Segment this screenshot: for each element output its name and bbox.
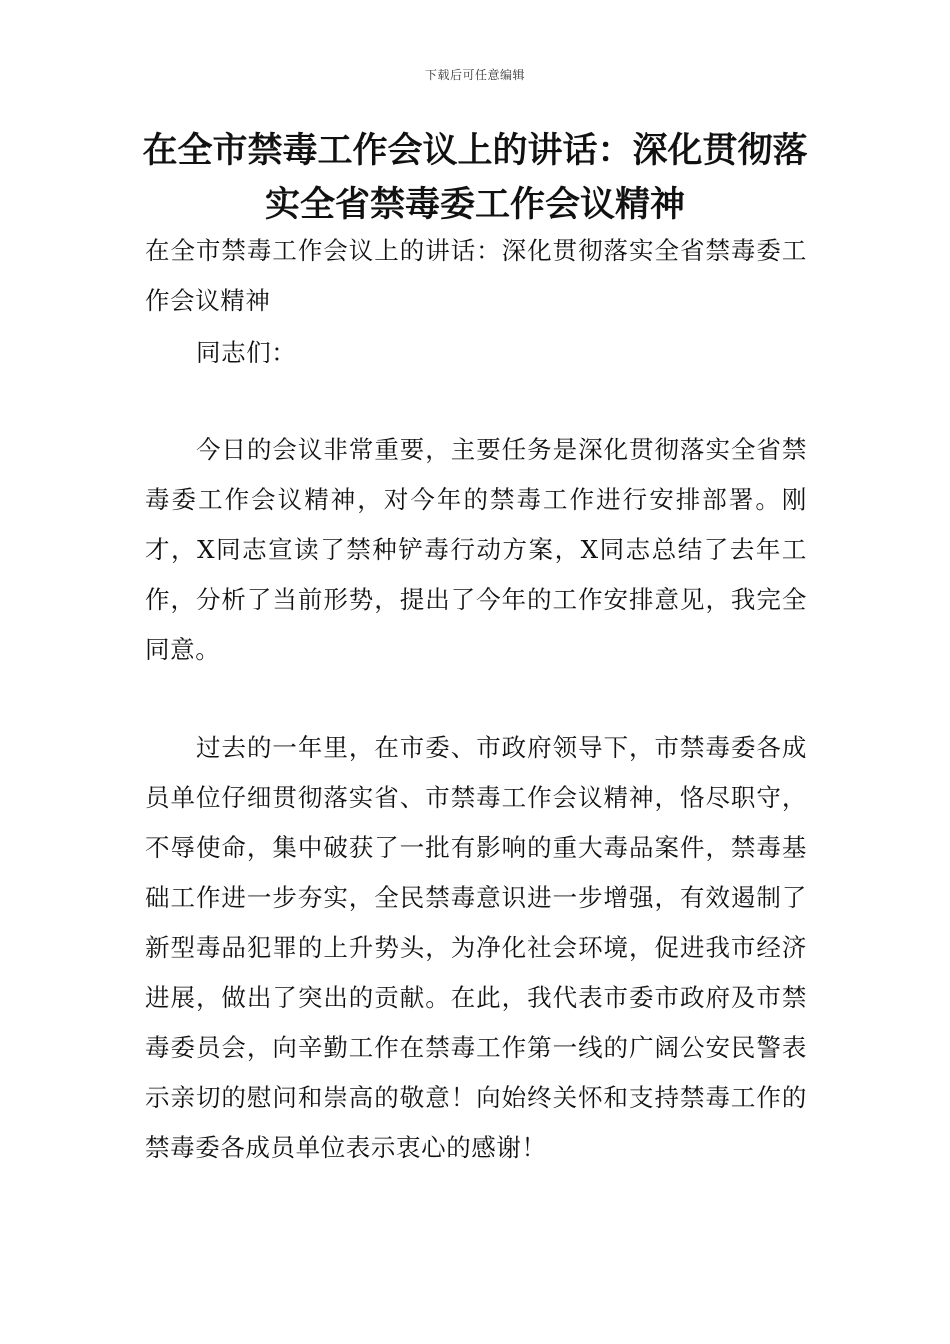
- document-subtitle: 在全市禁毒工作会议上的讲话：深化贯彻落实全省禁毒委工作会议精神: [145, 236, 807, 315]
- salutation: 同志们：: [196, 338, 297, 367]
- paragraph: 今日的会议非常重要，主要任务是深化贯彻落实全省禁毒委工作会议精神，对今年的禁毒工作进行安排部署。刚才，X同志宣读了禁种铲毒行动方案，X同志总结了去年工作，分析了当前形势，提出了今年的工作安排意见，我完全同意。: [145, 435, 807, 664]
- document-title: 在全市禁毒工作会议上的讲话：深化贯彻落实全省禁毒委工作会议精神: [142, 131, 808, 225]
- paragraph: 过去的一年里，在市委、市政府领导下，市禁毒委各成员单位仔细贯彻落实省、市禁毒工作会议精神，恪尽职守，不辱使命，集中破获了一批有影响的重大毒品案件，禁毒基础工作进一步夯实，全民禁毒意识进一步增强，有效遏制了新型毒品犯罪的上升势头，为净化社会环境，促进我市经济进展，做出了突出的贡献。在此，我代表市委市政府及市禁毒委员会，向辛勤工作在禁毒工作第一线的广阔公安民警表示亲切的慰问和崇高的敬意！向始终关怀和支持禁毒工作的禁毒委各成员单位表示衷心的感谢！: [145, 733, 807, 1162]
- header-note: 下载后可任意编辑: [424, 68, 525, 82]
